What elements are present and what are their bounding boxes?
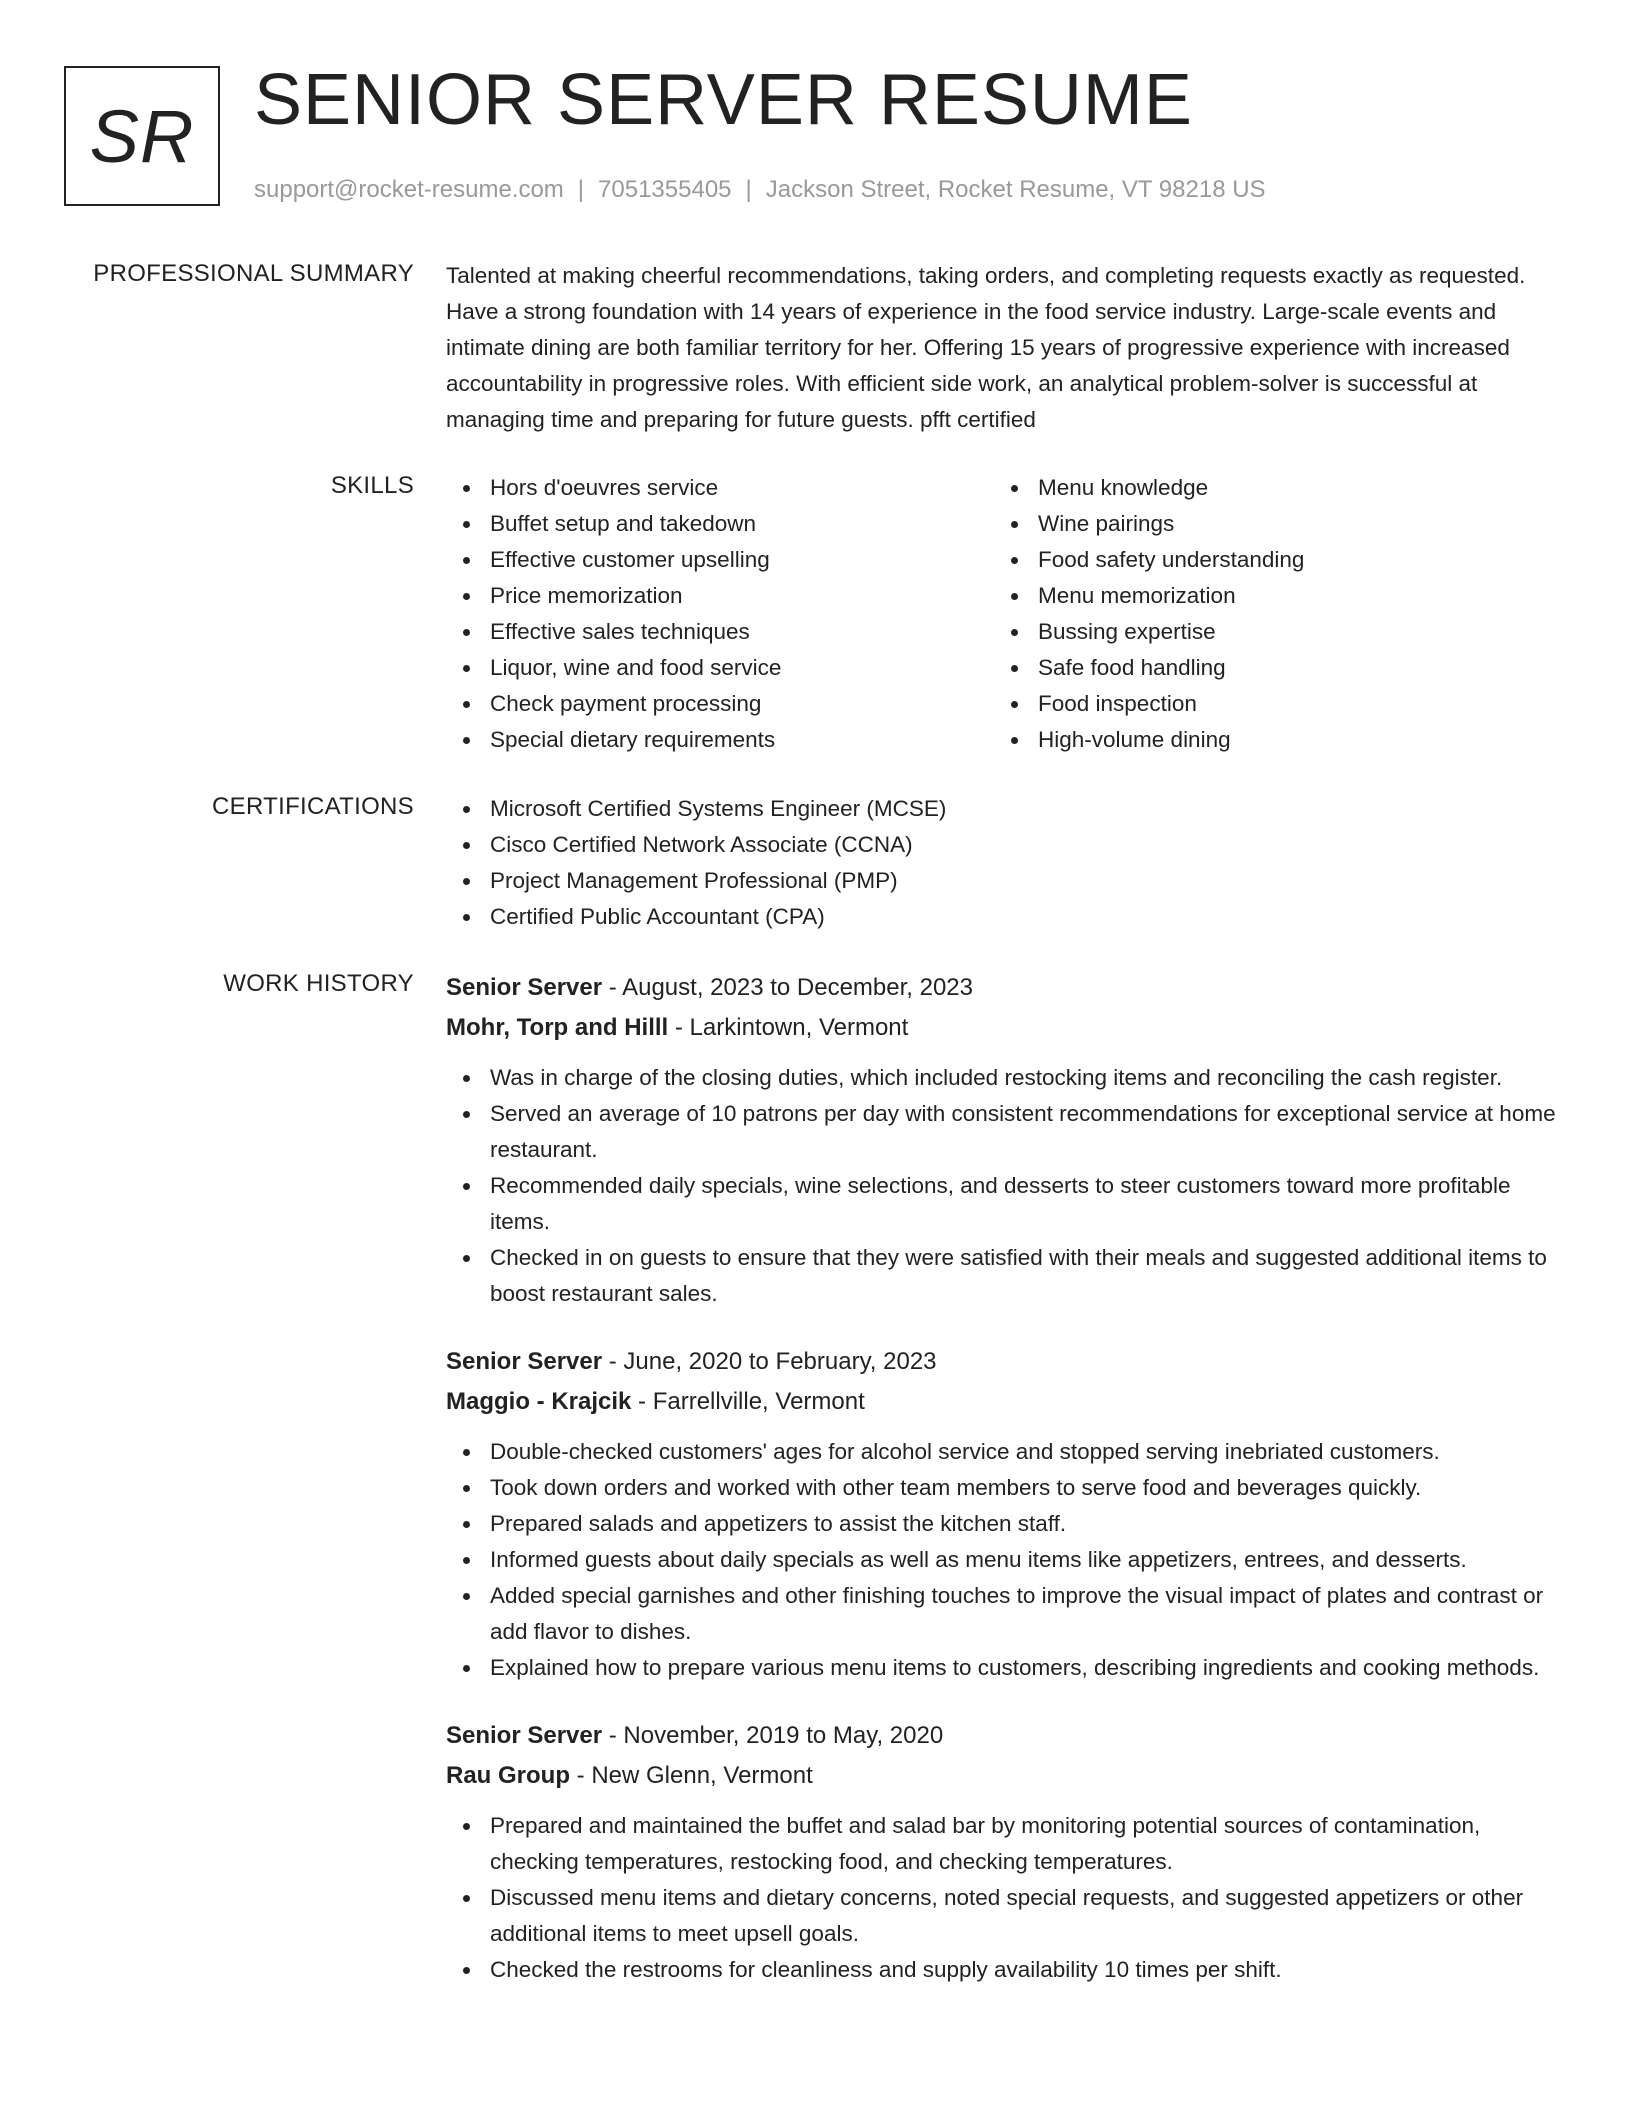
- certifications-body: [446, 791, 1566, 935]
- job-duty-item: Double-checked customers' ages for alcohol service and stopped serving inebriated customers.: [490, 1434, 1566, 1470]
- certification-item: Microsoft Certified Systems Engineer (MCSE): [490, 791, 1566, 827]
- job-duty-item: Served an average of 10 patrons per day with consistent recommendations for exceptional service at home restaurant.: [490, 1096, 1566, 1168]
- job-title: Senior Server: [446, 974, 603, 1001]
- certification-item: Project Management Professional (PMP): [490, 863, 1566, 899]
- certifications-heading: CERTIFICATIONS: [212, 793, 414, 820]
- job-company-line: [446, 1756, 1566, 1796]
- job-duty-item: Discussed menu items and dietary concerns, noted special requests, and suggested appetizers or other additional items to meet upsell goals.: [490, 1880, 1566, 1952]
- skill-item: Effective sales techniques: [490, 614, 994, 650]
- certification-item: Cisco Certified Network Associate (CCNA): [490, 827, 1566, 863]
- job-entry: [446, 1342, 1566, 1686]
- monogram-initials: SR: [89, 94, 195, 178]
- contact-line: [254, 174, 1266, 206]
- job-duty-item: Prepared salads and appetizers to assist the kitchen staff.: [490, 1506, 1566, 1542]
- job-dates: - June, 2020 to February, 2023: [602, 1348, 937, 1375]
- contact-separator: |: [745, 176, 752, 203]
- skill-item: Wine pairings: [1038, 506, 1542, 542]
- skill-item: Check payment processing: [490, 686, 994, 722]
- job-duty-item: Added special garnishes and other finishing touches to improve the visual impact of plates and contrast or add flavor to dishes.: [490, 1578, 1566, 1650]
- skills-column-right: [994, 470, 1542, 758]
- job-company: Maggio - Krajcik: [446, 1388, 632, 1415]
- job-duty-item: Was in charge of the closing duties, which included restocking items and reconciling the cash register.: [490, 1060, 1566, 1096]
- job-duties-list: [446, 1434, 1566, 1686]
- skill-item: Menu memorization: [1038, 578, 1542, 614]
- skill-item: Safe food handling: [1038, 650, 1542, 686]
- job-dates: - August, 2023 to December, 2023: [602, 974, 974, 1001]
- contact-email: support@rocket-resume.com: [254, 176, 564, 203]
- job-entry: [446, 1716, 1566, 1988]
- job-duty-item: Informed guests about daily specials as well as menu items like appetizers, entrees, and desserts.: [490, 1542, 1566, 1578]
- job-duty-item: Prepared and maintained the buffet and salad bar by monitoring potential sources of contamination, checking temperatures, restocking food, and checking temperatures.: [490, 1808, 1566, 1880]
- job-dates: - November, 2019 to May, 2020: [602, 1722, 944, 1749]
- summary-body: [446, 258, 1566, 438]
- page-title: SENIOR SERVER RESUME: [254, 60, 1193, 140]
- job-title-line: [446, 1716, 1566, 1756]
- skill-item: Hors d'oeuvres service: [490, 470, 994, 506]
- skill-item: Bussing expertise: [1038, 614, 1542, 650]
- contact-phone: 7051355405: [598, 176, 732, 203]
- job-title: Senior Server: [446, 1348, 603, 1375]
- job-location: - Larkintown, Vermont: [668, 1014, 909, 1041]
- summary-text: Talented at making cheerful recommendations, taking orders, and completing requests exactly as requested. Have a strong foundation with 14 years of experience in the food service industry. Large-scale events and intimate dining are both familiar territory for her. Offering 15 years of progressive experience with increased accountability in progressive roles. With efficient side work, an analytical problem-solver is successful at managing time and preparing for future guests. pfft certified: [446, 263, 1526, 432]
- job-duty-item: Checked in on guests to ensure that they were satisfied with their meals and suggested additional items to boost restaurant sales.: [490, 1240, 1566, 1312]
- summary-heading: PROFESSIONAL SUMMARY: [93, 260, 414, 287]
- job-duties-list: [446, 1808, 1566, 1988]
- skill-item: Menu knowledge: [1038, 470, 1542, 506]
- job-title: Senior Server: [446, 1722, 603, 1749]
- skill-item: Food safety understanding: [1038, 542, 1542, 578]
- job-title-line: [446, 968, 1566, 1008]
- contact-address: Jackson Street, Rocket Resume, VT 98218 US: [765, 176, 1266, 203]
- skill-item: Buffet setup and takedown: [490, 506, 994, 542]
- job-company: Rau Group: [446, 1762, 570, 1789]
- job-location: - Farrellville, Vermont: [631, 1388, 865, 1415]
- certification-item: Certified Public Accountant (CPA): [490, 899, 1566, 935]
- skills-column-left: [446, 470, 994, 758]
- job-location: - New Glenn, Vermont: [570, 1762, 813, 1789]
- job-duty-item: Took down orders and worked with other team members to serve food and beverages quickly.: [490, 1470, 1566, 1506]
- job-company-line: [446, 1008, 1566, 1048]
- job-title-line: [446, 1342, 1566, 1382]
- skill-item: Liquor, wine and food service: [490, 650, 994, 686]
- job-duty-item: Recommended daily specials, wine selections, and desserts to steer customers toward more profitable items.: [490, 1168, 1566, 1240]
- monogram-badge: [64, 66, 220, 206]
- work-history-body: [446, 968, 1566, 2018]
- contact-separator: |: [577, 176, 585, 203]
- skills-body: [446, 470, 1566, 758]
- job-company-line: [446, 1382, 1566, 1422]
- skill-item: Price memorization: [490, 578, 994, 614]
- work-history-heading: WORK HISTORY: [223, 970, 414, 997]
- skill-item: Food inspection: [1038, 686, 1542, 722]
- job-entry: [446, 968, 1566, 1312]
- skills-heading: SKILLS: [330, 472, 414, 499]
- job-duty-item: Explained how to prepare various menu items to customers, describing ingredients and cooking methods.: [490, 1650, 1566, 1686]
- job-duties-list: [446, 1060, 1566, 1312]
- skill-item: Effective customer upselling: [490, 542, 994, 578]
- job-duty-item: Checked the restrooms for cleanliness and supply availability 10 times per shift.: [490, 1952, 1566, 1988]
- skill-item: Special dietary requirements: [490, 722, 994, 758]
- skill-item: High-volume dining: [1038, 722, 1542, 758]
- job-company: Mohr, Torp and Hilll: [446, 1014, 669, 1041]
